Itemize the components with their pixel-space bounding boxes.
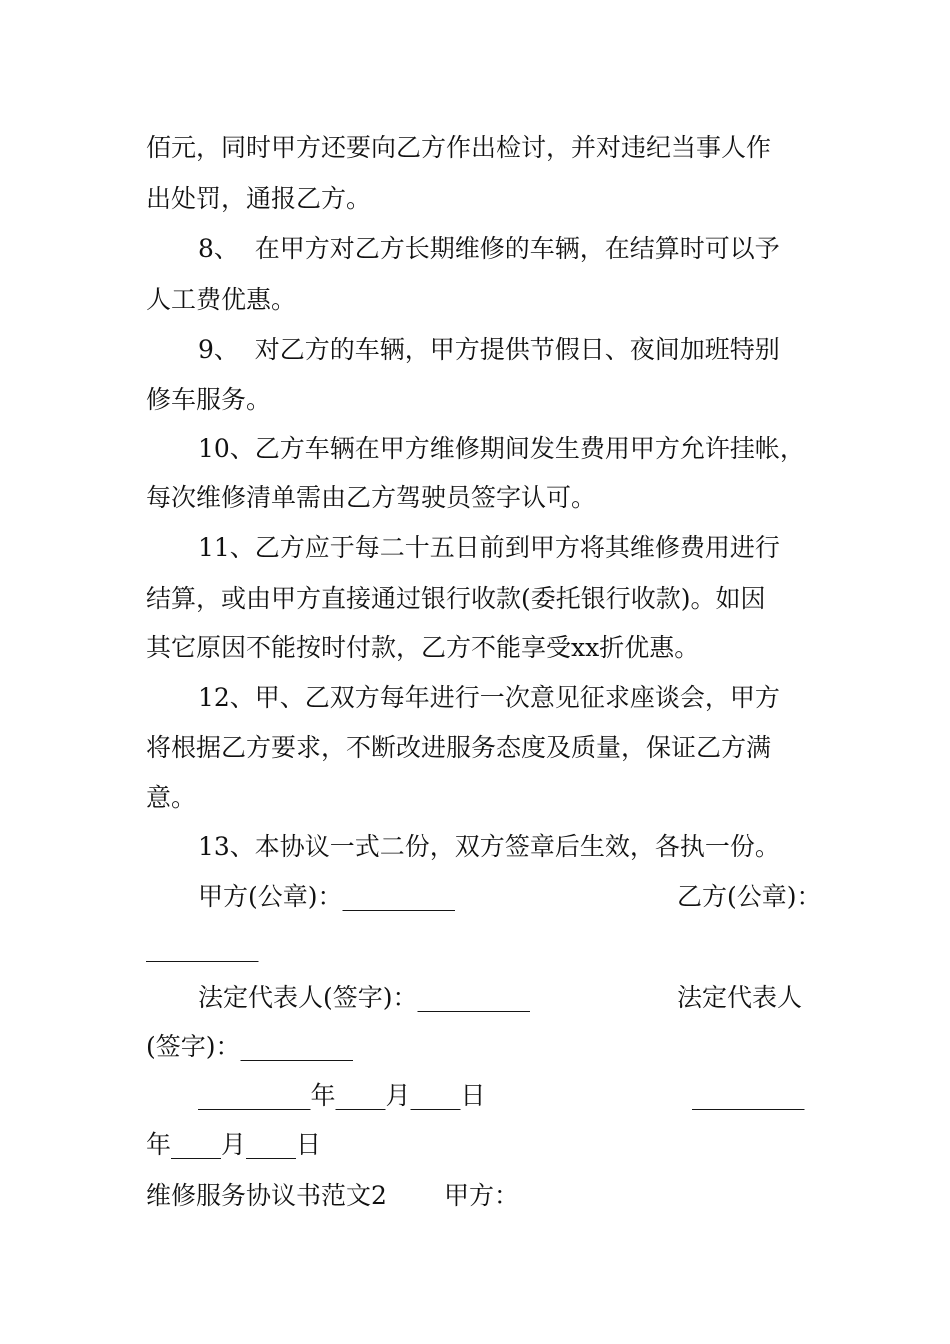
paragraph-11-line-3: 其它原因不能按时付款，乙方不能享受xx折优惠。: [146, 633, 700, 662]
party-a-representative: 法定代表人(签字)：_________: [198, 983, 531, 1012]
paragraph-12-line-1: 12、甲、乙双方每年进行一次意见征求座谈会，甲方: [198, 683, 780, 712]
party-b-seal: 乙方(公章)：: [677, 882, 822, 911]
paragraph-12-line-3: 意。: [146, 783, 197, 812]
section-title: 维修服务协议书范文2: [146, 1181, 387, 1210]
paragraph-9-line-2: 修车服务。: [146, 385, 272, 414]
party-b-date: 年____月____日: [146, 1130, 322, 1159]
party-b-representative-signature: (签字)：_________: [146, 1032, 354, 1061]
party-b-representative: 法定代表人: [677, 983, 803, 1012]
paragraph-13-line-1: 13、本协议一式二份，双方签章后生效，各执一份。: [198, 832, 780, 861]
paragraph-8-line-1: 8、 在甲方对乙方长期维修的车辆，在结算时可以予: [198, 234, 780, 263]
party-b-date-blank: _________: [692, 1081, 805, 1110]
paragraph-7-line-1: 佰元，同时甲方还要向乙方作出检讨，并对违纪当事人作: [146, 133, 772, 162]
party-a-date: _________年____月____日: [198, 1081, 486, 1110]
party-a-seal: 甲方(公章)：_________: [198, 882, 456, 911]
next-party-a-label: 甲方：: [444, 1181, 520, 1210]
paragraph-10-line-2: 每次维修清单需由乙方驾驶员签字认可。: [146, 483, 597, 512]
paragraph-11-line-1: 11、乙方应于每二十五日前到甲方将其维修费用进行: [198, 533, 780, 562]
paragraph-8-line-2: 人工费优惠。: [146, 285, 297, 314]
paragraph-10-line-1: 10、乙方车辆在甲方维修期间发生费用甲方允许挂帐，: [198, 434, 805, 463]
paragraph-11-line-2: 结算，或由甲方直接通过银行收款(委托银行收款)。如因: [146, 584, 766, 613]
paragraph-9-line-1: 9、 对乙方的车辆，甲方提供节假日、夜间加班特别: [198, 335, 780, 364]
party-b-seal-blank: _________: [146, 933, 259, 962]
paragraph-12-line-2: 将根据乙方要求，不断改进服务态度及质量，保证乙方满: [146, 733, 772, 762]
paragraph-7-line-2: 出处罚，通报乙方。: [146, 184, 372, 213]
